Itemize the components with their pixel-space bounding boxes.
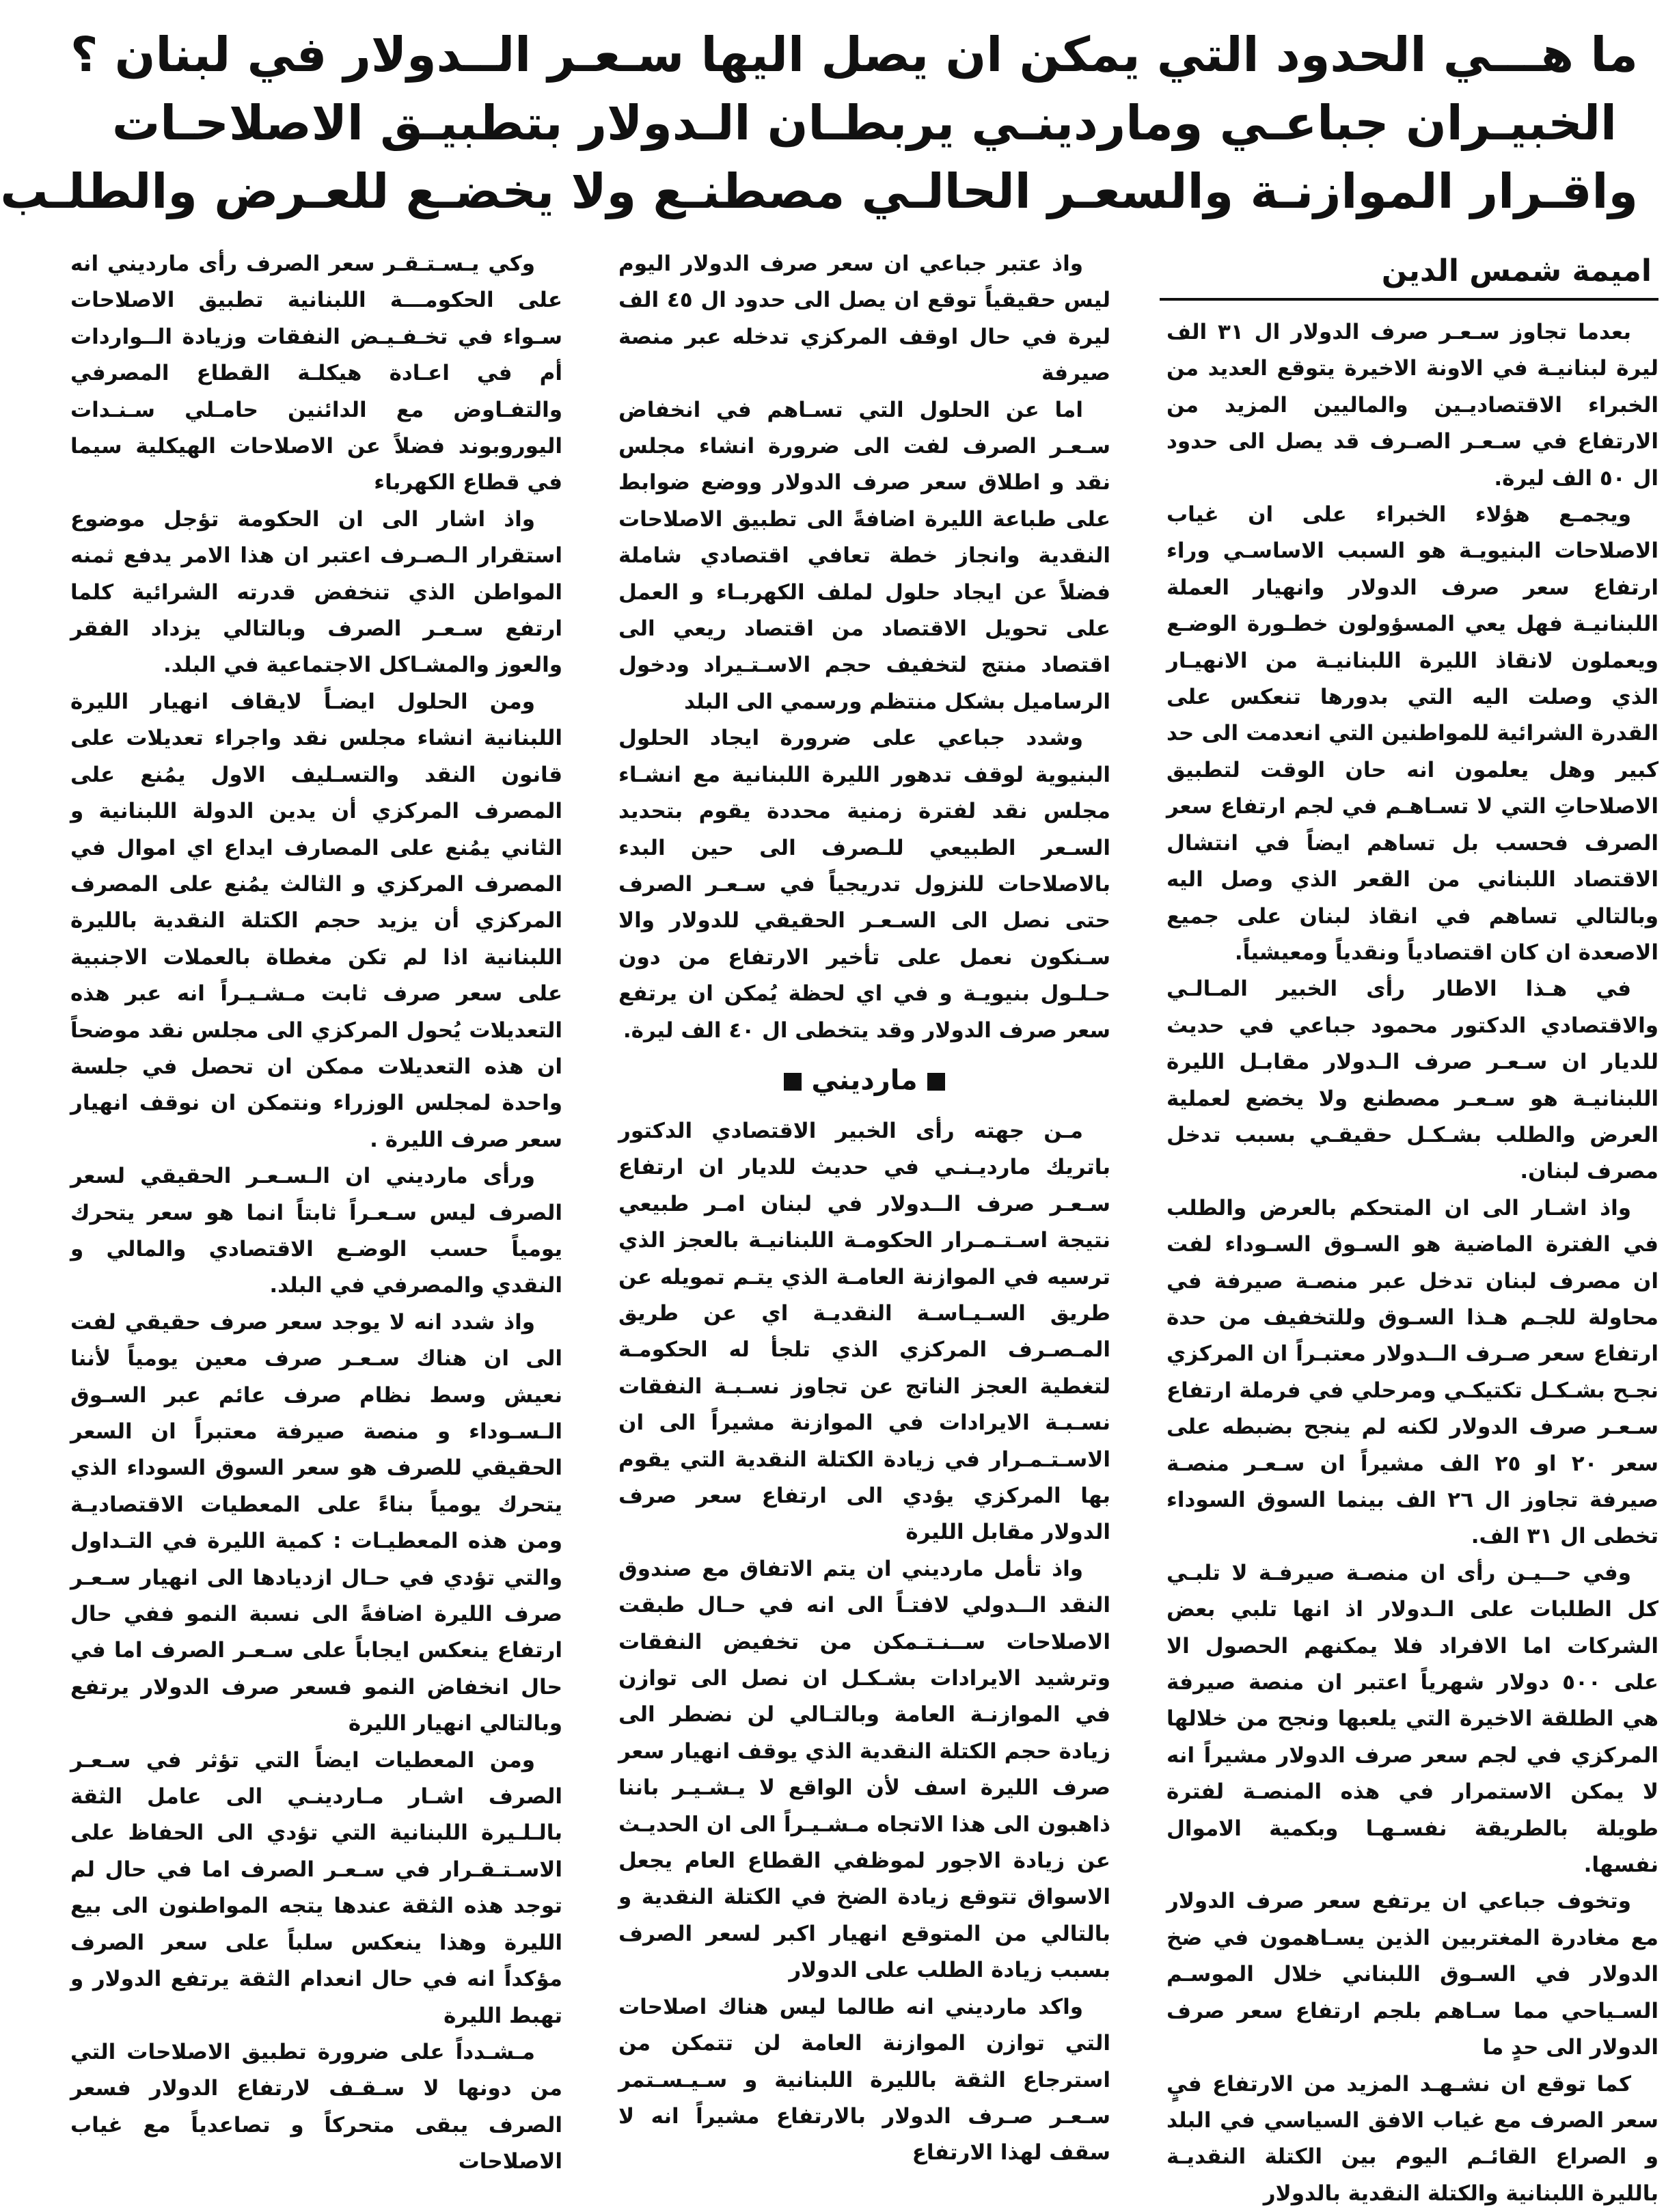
paragraph: ويجمـع هؤلاء الخبراء على ان غياب الاصلاحات البنيويـة هو السبب الاساسـي وراء ارتفاع سعر صرف الدولار وانهيار العملة اللبنانيـة فهل يعي المسؤولون خطـورة الوضـع ويعملون لانقاذ الليرة اللبنانيـة من الانهيـار الذي وصلت اليه التي بدورها تنعكس على القدرة الشرائية للمواطنين التي انعدمت الى حد كبير وهل يعلمون انه حان الوقت لتطبيق الاصلاحاتِ التي لا تسـاهـم في لجم ارتفاع سعر الصرف فحسب بل تساهم ايضاً في انتشال الاقتصاد اللبناني من القعر الذي وصل اليه وبالتالي تساهم في انقاذ لبنان على جميع الاصعدة ان كان اقتصادياً ونقدياً ومعيشياً.	[1166, 497, 1658, 971]
paragraph: ومن الحلول ايضـاً لايقاف انهيار الليرة اللبنانية انشاء مجلس نقد واجراء تعديلات على قانون النقد والتسـليف الاول يمُنع على المصرف المركزي أن يدين الدولة اللبنانية و الثاني يمُنع على المصارف ايداع اي اموال في المصرف المركزي و الثالث يمُنع على المصرف المركزي أن يزيد حجم الكتلة النقدية بالليرة اللبنانية اذا لم تكن مغطاة بالعملات الاجنبية على سعر صرف ثابت مـشـيـراً انه عبر هذه التعديلات يُحول المركزي الى مجلس نقد موضحاً ان هذه التعديلات ممكن ان تحصل في جلسة واحدة لمجلس الوزراء ونتمكن ان نوقف انهيار سعر صرف الليرة .	[70, 684, 562, 1158]
paragraph: مـن جهته رأى الخبير الاقتصادي الدكتور باتريك مارديـنـي في حديث للديار ان ارتفاع سـعـر صرف الــدولار في لبنان امـر طبيعي نتيجة اسـتـمـرار الحكومـة اللبنانيـة بالعجز الذي ترسيه في الموازنة العامـة الذي يتـم تمويله عن طريق السـيـاسـة النقديـة اي عن طريق المـصـرف المركزي الذي تلجأ له الحكومـة لتغطية العجز الناتج عن تجاوز نسـبـة النفقات نسـبـة الايرادات في الموازنة مشيراً الى ان الاسـتـمـرار في زيادة الكتلة النقدية التي يقوم بها المركزي يؤدي الى ارتفاع سعر صرف الدولار مقابل الليرة	[618, 1113, 1110, 1551]
article-column-right	[1166, 314, 1658, 1941]
byline: اميمة شمس الدين	[1160, 249, 1658, 301]
headline-line-3: واقـرار الموازنـة والسعـر الحالـي مصطنـع ولا يخضـع للعـرض والطلـب	[91, 157, 1638, 226]
paragraph: وكي يـسـتـقـر سعر الصرف رأى مارديني انه على الحكومـــة اللبنانية تطبيق الاصلاحات سـواء في تخـفـيـض النفقات وزيادة الــواردات أم في اعـادة هيكلـة القطاع المصرفي والتفـاوض مع الدائنين حامـلي سـنـدات اليوروبوند فضلاً عن الاصلاحات الهيكلية سيما في قطاع الكهرباء	[70, 246, 562, 502]
paragraph: بعدما تجاوز سـعـر صرف الدولار ال ٣١ الف ليرة لبنانيـة في الاونة الاخيرة يتوقع العديد من الخبراء الاقتصاديـين والماليين المزيد من الارتفاع في سـعـر الصـرف قد يصل الى حدود ال ٥٠ الف ليرة.	[1166, 314, 1658, 497]
paragraph: مـشـدداً على ضرورة تطبيق الاصلاحات التي من دونها لا سـقـف لارتفاع الدولار فسعر الصرف يبقى متحركاً و تصاعدياً مع غياب الاصلاحات	[70, 2034, 562, 2181]
subhead-label: مارديني	[811, 1065, 917, 1096]
paragraph: واذ اشـار الى ان المتحكم بالعرض والطلب في الفترة الماضية هو السـوق السـوداء لفت ان مصرف لبنان تدخل عبر منصـة صيرفة في محاولة للجـم هـذا السـوق وللتخفيف من حدة ارتفاع سعر صـرف الــدولار معتبـراً ان المركزي نجـح بشـكـل تكتيكـي ومرحلي في فرملة ارتفاع سـعـر صرف الدولار لكنه لم ينجح بضبطه على سعر ٢٠ او ٢٥ الف مشيراً ان سـعـر منصـة صيرفة تجاوز ال ٢٦ الف بينما السوق السوداء تخطى ال ٣١ الف.	[1166, 1190, 1658, 1555]
headline-line-2: الخبيـران جباعـي وماردينـي يربطـان الـدولار بتطبيـق الاصلاحـات	[91, 89, 1638, 157]
paragraph: اما عن الحلول التي تسـاهم في انخفاض سـعـر الصرف لفت الى ضرورة انشاء مجلس نقد و اطلاق سعر صرف الدولار ووضع ضوابط على طباعة الليرة اضافةً الى تطبيق الاصلاحات النقدية وانجاز خطة تعافي اقتصادي شاملة فضلاً عن ايجاد حلول لملف الكهربـاء و العمل على تحويل الاقتصاد من اقتصاد ريعي الى اقتصاد منتج لتخفيف حجم الاسـتـيراد ودخول الرساميل بشكل منتظم ورسمي الى البلد	[618, 392, 1110, 721]
article-column-middle	[618, 246, 1110, 1941]
headline	[91, 21, 1638, 226]
paragraph: ورأى مارديني ان الـسـعـر الحقيقي لسعر الصرف ليس سـعـراً ثابتاً انما هو سعر يتحرك يومياً حسب الوضـع الاقتصادي والمالي و النقدي والمصرفي في البلد.	[70, 1158, 562, 1305]
paragraph: وشدد جباعي على ضرورة ايجاد الحلول البنيوية لوقف تدهور الليرة اللبنانية مع انشـاء مجلس نقد لفترة زمنية محددة يقوم بتحديد السـعر الطبيعي للـصرف الى حين البدء بالاصلاحات للنزول تدريجياً في سـعـر الصرف حتى نصل الى السـعـر الحقيقي للدولار والا سـنكون نعمل على تأخير الارتفاع من دون حـلـول بنيويـة و في اي لحظة يُمكن ان يرتفع سعر صرف الدولار وقد يتخطى ال ٤٠ الف ليرة.	[618, 720, 1110, 1049]
paragraph: في هـذا الاطار رأى الخبير المـالـي والاقتصادي الدكتور محمود جباعي في حديث للديار ان سـعـر صرف الـدولار مقابـل الليرة اللبنانيـة هو سـعـر مصطنع ولا يخضع لعملية العرض والطلب بشـكـل حقيقـي بسبب تدخل مصرف لبنان.	[1166, 971, 1658, 1190]
paragraph: وفي حــيـن رأى ان منصـة صيرفـة لا تلبـي كل الطلبات على الـدولار اذ انها تلبي بعض الشركات اما الافراد فلا يمكنهم الحصول الا على ٥٠٠ دولار شهرياً اعتبر ان منصة صيرفة هي الطلقة الاخيرة التي يلعبها ونجح من خلالها المركزي في لجم سعر صرف الدولار مشيراً انه لا يمكن الاستمرار في هذه المنصـة لفترة طويلة بالطريقة نفسـهـا وبكمية الاموال نفسها.	[1166, 1555, 1658, 1884]
section-subhead	[618, 1052, 1110, 1109]
headline-line-1: ما هـــي الحدود التي يمكن ان يصل اليها سـعـر الــدولار في لبنان ؟	[91, 21, 1638, 89]
square-bullet-icon	[784, 1073, 802, 1091]
paragraph: واذ شدد انه لا يوجد سعر صرف حقيقي لفت الى ان هناك سـعـر صرف معين يومياً لأننا نعيش وسط نظام صرف عائم عبر السـوق الـسـوداء و منصة صيرفة معتبراً ان السعر الحقيقي للصرف هو سعر السوق السوداء الذي يتحرك يومياً بناءً على المعطيات الاقتصاديـة ومن هذه المعطيـات : كمية الليرة في التـداول والتي تؤدي في حـال ازديادها الى انهيار سـعـر صرف الليرة اضافةً الى نسبة النمو ففي حال ارتفاع ينعكس ايجاباً على سـعـر الصرف اما في حال انخفاض النمو فسعر صرف الدولار يرتفع وبالتالي انهيار الليرة	[70, 1305, 562, 1743]
article-column-left	[70, 246, 562, 1941]
paragraph: واكد مارديني انه طالما ليس هناك اصلاحات التي توازن الموازنة العامة لن تتمكن من استرجاع الثقة بالليرة اللبنانية و سـيـسـتمر سـعـر صـرف الدولار بالارتفاع مشيراً انه لا سقف لهذا الارتفاع	[618, 1989, 1110, 2172]
square-bullet-icon	[927, 1073, 945, 1091]
paragraph: واذ تأمل مارديني ان يتم الاتفاق مع صندوق النقد الــدولي لافتـاً الى انه في حـال طبقت الاصلاحات ســنـتـمكن من تخفيض النفقات وترشيد الايرادات بشـكـل ان نصل الى توازن في الموازنـة العامة وبالتـالي لن نضطر الى زيادة حجم الكتلة النقدية الذي يوقف انهيار سعر صرف الليرة اسف لأن الواقع لا يـشـيـر باننا ذاهبون الى هذا الاتجاه مـشـيـراً الى ان الحديـث عن زيادة الاجور لموظفي القطاع العام يجعل الاسواق تتوقع زيادة الضخ في الكتلة النقدية و بالتالي من المتوقع انهيار اكبر لسعر الصرف بسبب زيادة الطلب على الدولار	[618, 1551, 1110, 1989]
paragraph: وتخوف جباعي ان يرتفع سعر صرف الدولار مع مغادرة المغتربين الذين يسـاهمون في ضخ الدولار في السـوق اللبناني خلال الموسـم السـياحي مما سـاهم بلجم ارتفاع سعر صرف الدولار الى حدٍ ما	[1166, 1883, 1658, 2066]
paragraph: كما توقع ان نشـهـد المزيد من الارتفاع فيٍ سعر الصرف مع غياب الافق السياسي في البلد و الصراع القائـم اليوم بين الكتلة النقديـة بالليرة اللبنانية والكتلة النقدية بالدولار	[1166, 2066, 1658, 2212]
paragraph: واذ اشار الى ان الحكومة تؤجل موضوع استقرار الـصـرف اعتبر ان هذا الامر يدفع ثمنه المواطن الذي تنخفض قدرته الشرائية كلما ارتفع سـعـر الصرف وبالتالي يزداد الفقر والعوز والمشـاكل الاجتماعية في البلد.	[70, 502, 562, 684]
paragraph: ومن المعطيات ايضاً التي تؤثر في سـعـر الصرف اشـار مـاردينـي الى عامل الثقة بالـلـيرة اللبنانية التي تؤدي الى الحفاظ على الاسـتـقـرار في سـعـر الصرف اما في حال لم توجد هذه الثقة عندها يتجه المواطنون الى بيع الليرة وهذا ينعكس سلباً على سعر الصرف مؤكداً انه في حال انعدام الثقة يرتفع الدولار و تهبط الليرة	[70, 1743, 562, 2034]
paragraph: واذ عتبر جباعي ان سعر صرف الدولار اليوم ليس حقيقياً توقع ان يصل الى حدود ال ٤٥ الف ليرة في حال اوقف المركزي تدخله عبر منصة صيرفة	[618, 246, 1110, 392]
